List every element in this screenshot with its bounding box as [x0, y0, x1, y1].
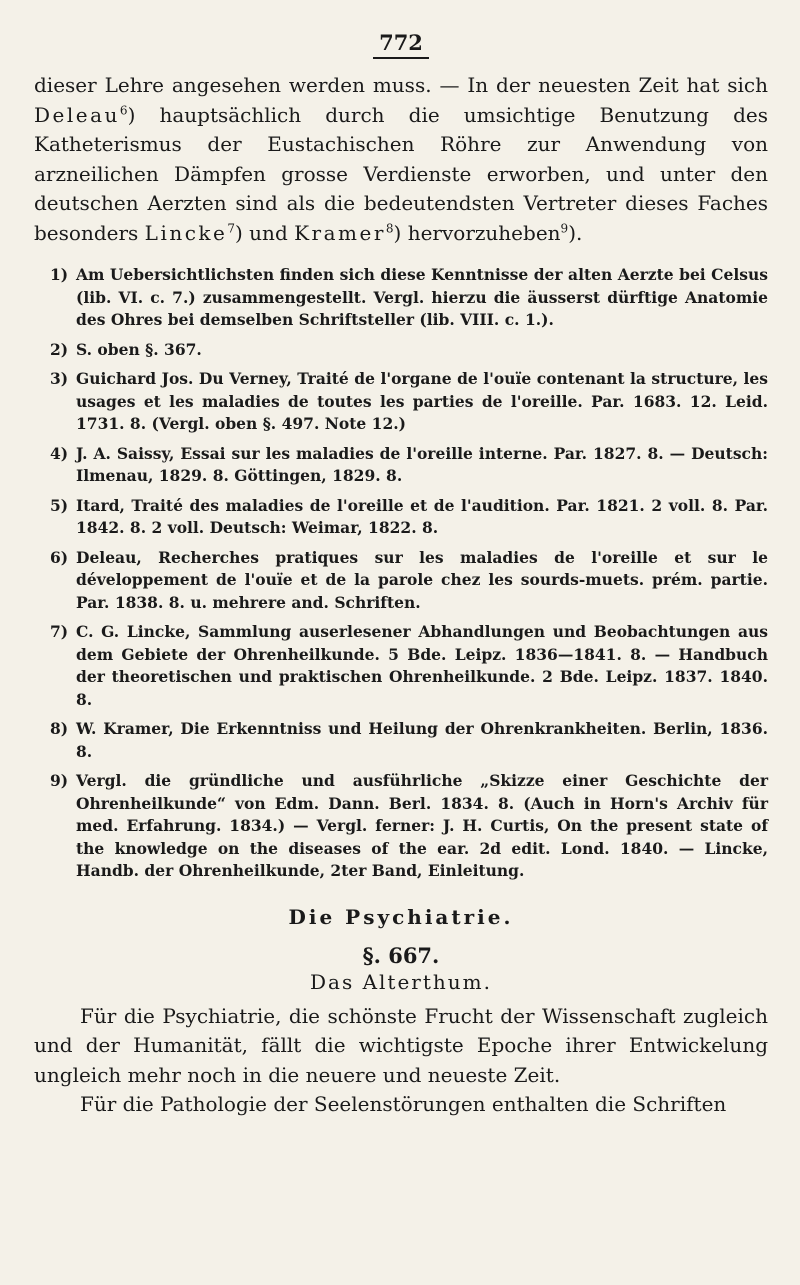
footnote-number: 2) — [50, 339, 69, 359]
author-name-lincke: Lincke — [144, 220, 228, 245]
footnote-text: Vergl. die gründliche und ausführliche „Skizze einer Geschichte der Ohrenheilkunde“ von Edm. Dann. Berl. 1834. 8. (Auch in Horn's Archiv für med. Erfahrung. 1834.) — Vergl. ferner: J. H. Curtis, On the present state of the knowledge on the diseases of the ear. 2d edit. Lond. 1840. — Lincke, Handb. der Ohrenheilkunde, 2ter Band, Einleitung. — [76, 771, 768, 880]
footnote-number: 5) — [50, 495, 69, 515]
footnote-number: 8) — [50, 719, 69, 738]
footnote — [34, 718, 768, 763]
section-title: Die Psychiatrie. — [288, 904, 514, 929]
footnote — [34, 443, 768, 488]
footnote-number: 3) — [50, 369, 69, 388]
footnote-number: 9) — [50, 771, 69, 790]
page-number: 772 — [34, 30, 768, 59]
footnote — [34, 264, 768, 332]
footnote — [34, 621, 768, 711]
footnote-ref-6: 6 — [119, 102, 128, 117]
footnote-text: W. Kramer, Die Erkenntniss und Heilung der Ohrenkrankheiten. Berlin, 1836. 8. — [76, 719, 768, 761]
author-name-deleau: Deleau — [34, 102, 120, 127]
main-paragraph: dieser Lehre angesehen werden muss. — In der neuesten Zeit hat sich Deleau$^6$) hauptsächlich durch die umsichtige Benutzung des Katheterismus der Eustachischen Röhre zur Anwendung von arzneilichen Dämpfen grosse Verdienste erworben, und unter den deutschen Aerzten sind als die bedeutendsten Vertreter dieses Faches besonders Lincke$^7$) und Kramer$^8$) hervorzuheben$^9$). — [34, 73, 768, 245]
footnote — [34, 368, 768, 436]
footnote-text: S. oben §. 367. — [76, 339, 202, 359]
footnote-text: Am Uebersichtlichsten finden sich diese Kenntnisse der alten Aerzte bei Celsus (lib. VI. c. 7.) zusammengestellt. Vergl. hierzu die äusserst dürftige Anatomie des Ohres bei demselben Schriftsteller (lib. VIII. c. 1.). — [76, 265, 768, 329]
author-name-kramer: Kramer — [294, 220, 386, 245]
footnote-text: Deleau, Recherches pratiques sur les maladies de l'oreille et sur le développement de l'ouïe et de la parole chez les sourds-muets. prém. partie. Par. 1838. 8. u. mehrere and. Schriften. — [76, 547, 768, 612]
footnote-text: C. G. Lincke, Sammlung auserlesener Abhandlungen und Beobachtungen aus dem Gebiete der Ohrenheilkunde. 5 Bde. Leipz. 1836—1841. 8. — Handbuch der theoretischen und praktischen Ohrenheilkunde. 2 Bde. Leipz. 1837. 1840. 8. — [76, 622, 768, 709]
footnote-text: J. A. Saissy, Essai sur les maladies de l'oreille interne. Par. 1827. 8. — Deutsch: Ilmenau, 1829. 8. Göttingen, 1829. 8. — [76, 443, 768, 485]
section-number: §. 667. — [362, 942, 440, 968]
footnote-number: 1) — [50, 265, 69, 284]
footnote-ref-8: 8 — [385, 220, 394, 235]
footnote-text: Guichard Jos. Du Verney, Traité de l'organe de l'ouïe contenant la structure, les usages et les maladies de toutes les parties de l'oreille. Par. 1683. 12. Leid. 1731. 8. (Vergl. oben §. 497. Note 12.) — [76, 369, 768, 433]
subsection-title: Das Alterthum. — [310, 969, 492, 994]
footnote — [34, 495, 768, 540]
footnotes — [34, 264, 768, 883]
body-paragraph: Für die Pathologie der Seelenstörungen enthalten die Schriften — [80, 1092, 727, 1116]
footnote-ref-9: 9 — [560, 220, 569, 235]
footnote — [34, 547, 768, 615]
footnote-number: 4) — [50, 443, 69, 463]
footnote-ref-7: 7 — [227, 220, 236, 235]
body-paragraph: Für die Psychiatrie, die schönste Frucht der Wissenschaft zugleich und der Humanität, fällt die wichtigste Epoche ihrer Entwickelung ungleich mehr noch in die neuere und neueste Zeit. — [34, 1003, 768, 1087]
footnote — [34, 770, 768, 883]
footnote — [34, 339, 768, 362]
footnote-number: 7) — [50, 622, 69, 641]
footnote-text: Itard, Traité des maladies de l'oreille et de l'audition. Par. 1821. 2 voll. 8. Par. 1842. 8. 2 voll. Deutsch: Weimar, 1822. 8. — [76, 495, 768, 537]
footnote-number: 6) — [50, 547, 69, 567]
